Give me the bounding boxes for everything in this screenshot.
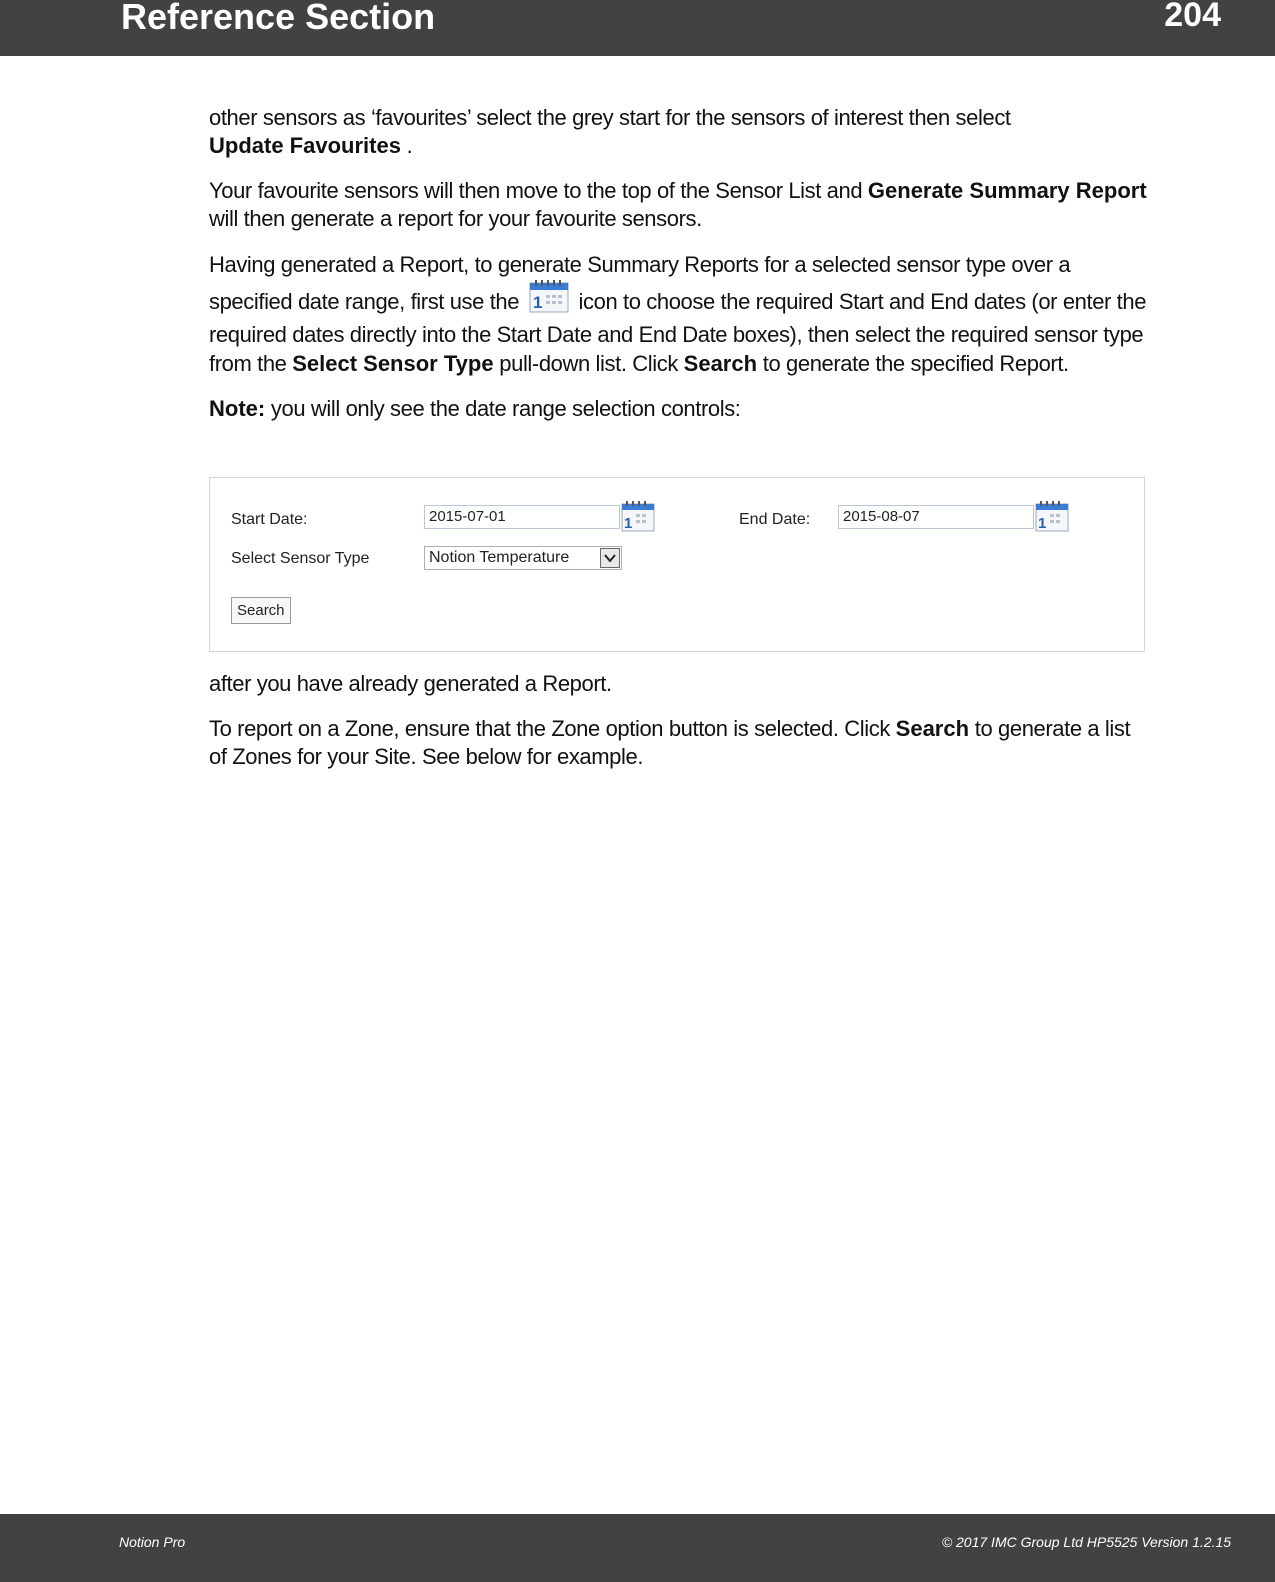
section-title: Reference Section (121, 0, 436, 37)
paragraph (209, 715, 1149, 771)
text-run: to generate a list of Zones for your Site. See below for example. (209, 716, 1131, 769)
start-date-input[interactable]: 2015-07-01 (424, 505, 620, 529)
copyright: © 2017 IMC Group Ltd HP5525 Version 1.2.15 (941, 1534, 1231, 1550)
text-run: other sensors as ‘favourites’ select the grey start for the sensors of interest then select (209, 105, 1011, 130)
paragraph (209, 395, 1149, 423)
text-run: To report on a Zone, ensure that the Zone option button is selected. Click (209, 716, 896, 741)
body-text-after (209, 670, 1149, 788)
calendar-icon (529, 279, 569, 320)
end-date-label: End Date: (739, 511, 811, 528)
body-text (209, 104, 1149, 440)
sensor-type-select[interactable] (424, 546, 622, 570)
paragraph (209, 104, 1149, 160)
text-run: will then generate a report for your favourite sensors. (209, 206, 702, 231)
text-run: you will only see the date range selection controls: (265, 396, 741, 421)
svg-text:1: 1 (1038, 515, 1047, 532)
search-button[interactable]: Search (231, 597, 291, 624)
bold-term: Select Sensor Type (292, 351, 494, 376)
bold-term: Generate Summary Report (867, 178, 1147, 203)
product-name: Notion Pro (119, 1534, 186, 1550)
bold-term: Update Favourites (209, 133, 401, 158)
date-range-panel (209, 477, 1145, 652)
calendar-icon[interactable] (621, 500, 655, 537)
text-run: to generate the specified Report. (757, 351, 1069, 376)
bold-term: Search (895, 716, 970, 741)
text-run: pull-down list. Click (493, 351, 684, 376)
text-run: icon to choose the required Start and End dates (or enter the required dates directly into the Start Date and End Date boxes), then select the required sensor type from the (209, 289, 1147, 376)
paragraph (209, 177, 1149, 233)
page-footer (0, 1514, 1275, 1582)
text-run: Your favourite sensors will then move to the top of the Sensor List and (209, 178, 868, 203)
text-run: . (400, 133, 413, 158)
svg-text:1: 1 (532, 293, 542, 312)
text-run: Having generated a Report, to generate Summary Reports for a selected sensor type over a specified date range, first use the (209, 252, 1071, 314)
sensor-type-value: Notion Temperature (429, 549, 570, 566)
start-date-label: Start Date: (231, 511, 308, 528)
page-header (0, 0, 1275, 56)
paragraph (209, 250, 1149, 378)
svg-text:1: 1 (624, 515, 633, 532)
note-label: Note: (209, 396, 266, 421)
dropdown-arrow-icon[interactable] (600, 548, 620, 568)
page-number: 204 (1164, 0, 1221, 34)
end-date-input[interactable]: 2015-08-07 (838, 505, 1034, 529)
calendar-icon[interactable] (1035, 500, 1069, 537)
sensor-type-label: Select Sensor Type (231, 550, 370, 567)
paragraph: after you have already generated a Report. (209, 671, 612, 696)
bold-term: Search (683, 351, 758, 376)
